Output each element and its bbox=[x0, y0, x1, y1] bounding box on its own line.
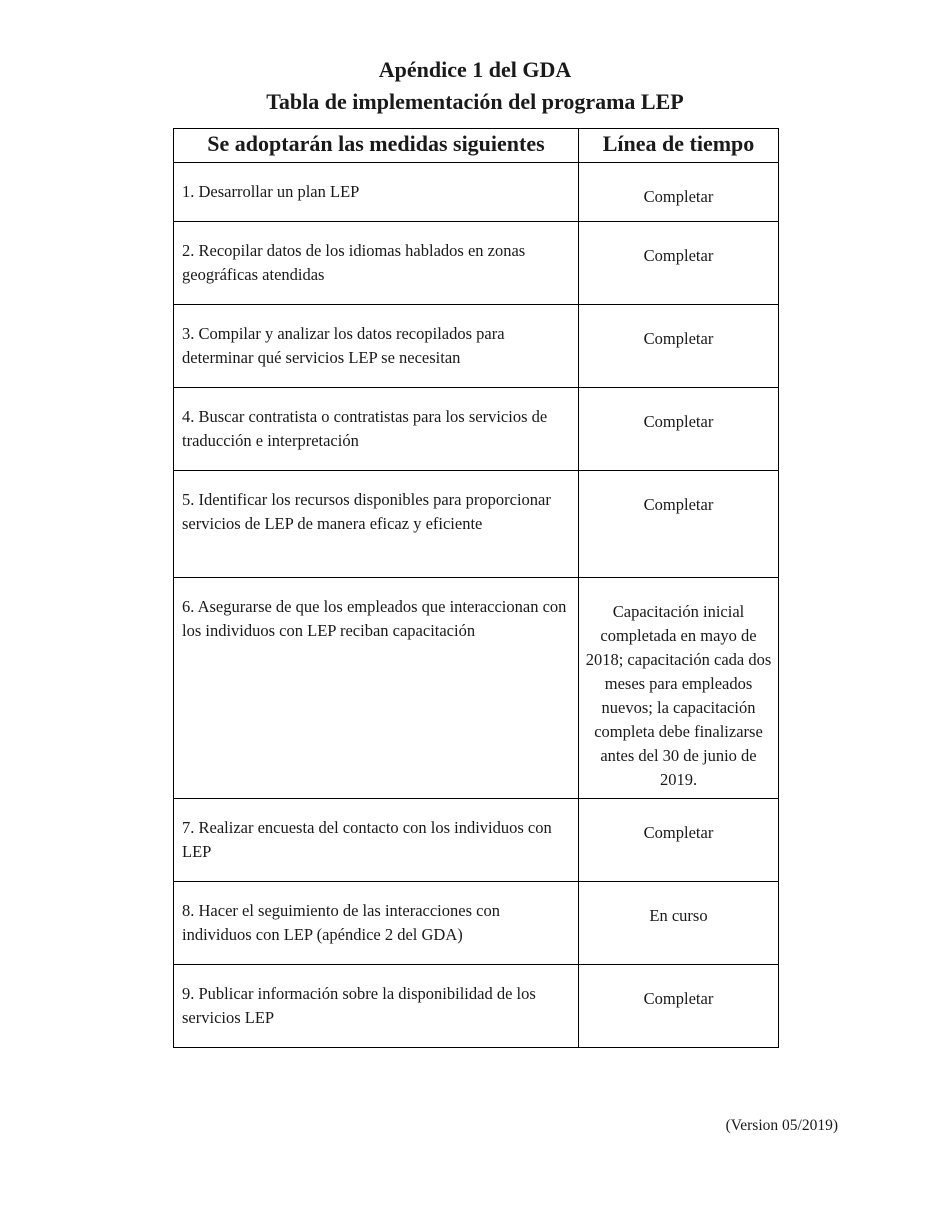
table-row bbox=[174, 222, 779, 305]
table-row bbox=[174, 882, 779, 965]
measure-cell: 8. Hacer el seguimiento de las interacciones con individuos con LEP (apéndice 2 del GDA) bbox=[174, 882, 579, 965]
document-title: Apéndice 1 del GDA bbox=[378, 57, 572, 82]
table-row bbox=[174, 388, 779, 471]
table-row bbox=[174, 578, 779, 799]
table-row bbox=[174, 965, 779, 1048]
measure-cell: 6. Asegurarse de que los empleados que interaccionan con los individuos con LEP reciban capacitación bbox=[174, 578, 579, 799]
table-row bbox=[174, 163, 779, 222]
timeline-cell: Completar bbox=[579, 471, 779, 578]
measure-cell: 9. Publicar información sobre la disponibilidad de los servicios LEP bbox=[174, 965, 579, 1048]
document-subtitle: Tabla de implementación del programa LEP bbox=[266, 89, 684, 114]
timeline-cell: Capacitación inicial completada en mayo de 2018; capacitación cada dos meses para empleados nuevos; la capacitación completa debe finalizarse antes del 30 de junio de 2019. bbox=[579, 578, 779, 799]
timeline-cell: Completar bbox=[579, 163, 779, 222]
timeline-cell: En curso bbox=[579, 882, 779, 965]
measure-cell: 5. Identificar los recursos disponibles para proporcionar servicios de LEP de manera eficaz y eficiente bbox=[174, 471, 579, 578]
column-header-timeline: Línea de tiempo bbox=[579, 129, 779, 163]
timeline-cell: Completar bbox=[579, 222, 779, 305]
table-header-row bbox=[174, 129, 779, 163]
measure-cell: 4. Buscar contratista o contratistas para los servicios de traducción e interpretación bbox=[174, 388, 579, 471]
version-label: (Version 05/2019) bbox=[725, 1117, 838, 1134]
table-row bbox=[174, 799, 779, 882]
table-row bbox=[174, 305, 779, 388]
measure-cell: 7. Realizar encuesta del contacto con los individuos con LEP bbox=[174, 799, 579, 882]
measure-cell: 2. Recopilar datos de los idiomas hablados en zonas geográficas atendidas bbox=[174, 222, 579, 305]
timeline-cell: Completar bbox=[579, 305, 779, 388]
measure-cell: 3. Compilar y analizar los datos recopilados para determinar qué servicios LEP se necesitan bbox=[174, 305, 579, 388]
measure-cell: 1. Desarrollar un plan LEP bbox=[174, 163, 579, 222]
column-header-measures: Se adoptarán las medidas siguientes bbox=[174, 129, 579, 163]
timeline-cell: Completar bbox=[579, 799, 779, 882]
table-row bbox=[174, 471, 779, 578]
implementation-table bbox=[173, 128, 779, 1048]
timeline-cell: Completar bbox=[579, 965, 779, 1048]
timeline-cell: Completar bbox=[579, 388, 779, 471]
